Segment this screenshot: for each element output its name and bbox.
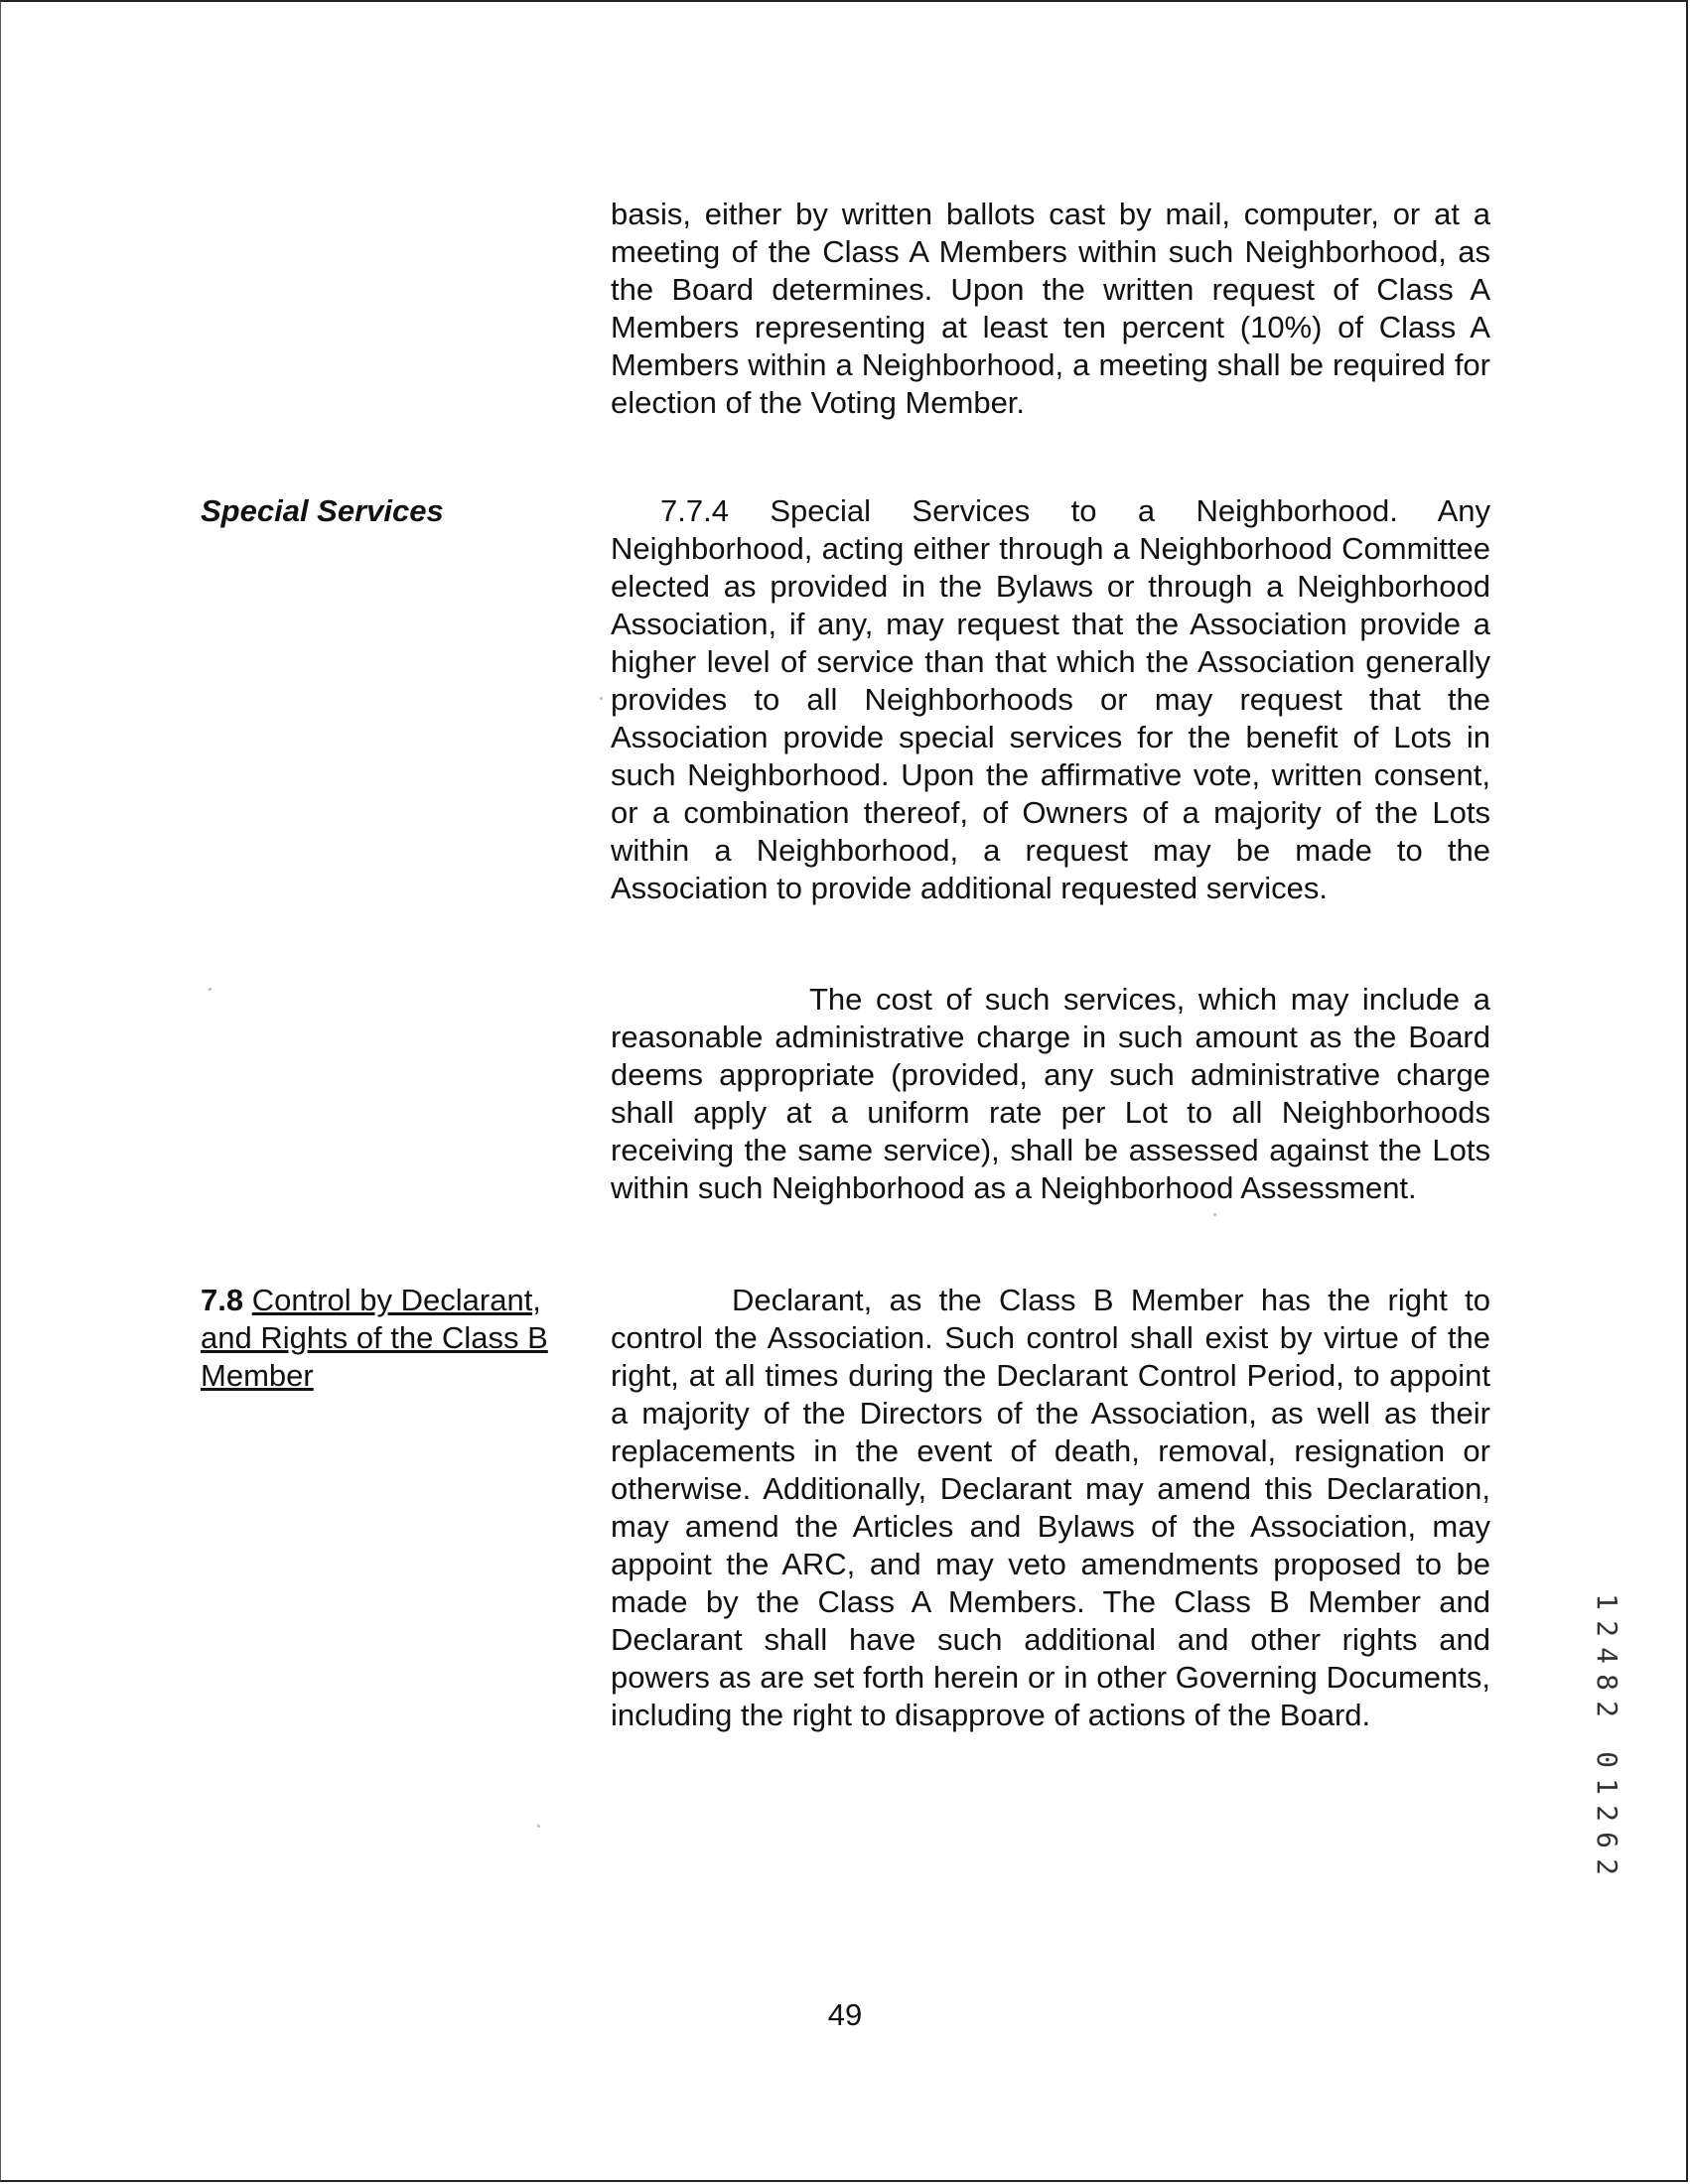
scan-speck (600, 697, 603, 700)
stamp-digit: 8 (1590, 1674, 1623, 1691)
stamp-digit: 1 (1590, 1593, 1623, 1610)
stamp-digit: 2 (1590, 1620, 1623, 1637)
stamp-digit: 2 (1590, 1858, 1623, 1875)
section-title: Control by Declarant, and Rights of the Class B Member (201, 1283, 548, 1393)
scan-speck (209, 988, 211, 991)
scan-speck (537, 1825, 540, 1828)
special-services-cost-paragraph: The cost of such services, which may include a reasonable administrative charge in such amount as the Board deems appropriate (provided, any such administrative charge shall apply at a uniform rate per Lot to all Neighborhoods receiving the same service), shall be assessed against the Lots within such Neighborhood as a Neighborhood Assessment. (611, 982, 1490, 1205)
stamp-digit: 2 (1590, 1805, 1623, 1822)
section-7-7-4-paragraph: 7.7.4 Special Services to a Neighborhood. Any Neighborhood, acting either through a Neighborhood Committee elected as provided in the Bylaws or through a Neighborhood Association, if any, may request that the Association provide a higher level of service than that which the Association generally provides to all Neighborhoods or may request that the Association provide special services for the benefit of Lots in such Neighborhood. Upon the affirmative vote, written consent, or a combination thereof, of Owners of a majority of the Lots within a Neighborhood, a request may be made to the Association to provide additional requested services. (611, 493, 1490, 905)
side-heading-section-7-8 (201, 1282, 593, 1395)
continuation-paragraph: basis, either by written ballots cast by mail, computer, or at a meeting of the Class A Members within such Neighborhood, as the Board determines. Upon the written request of Class A Members representing at least ten percent (10%) of Class A Members within a Neighborhood, a meeting shall be required for election of the Voting Member. (611, 197, 1490, 420)
page-number: 49 (827, 1997, 863, 2032)
scan-speck (1213, 1213, 1216, 1216)
stamp-digit: 2 (1590, 1701, 1623, 1717)
section-7-8-paragraph: Declarant, as the Class B Member has the right to control the Association. Such control shall exist by virtue of the right, at all times during the Declarant Control Period, to appoint a majority of the Directors of the Association, as well as their replacements in the event of death, removal, resignation or otherwise. Additionally, Declarant may amend this Declaration, may amend the Articles and Bylaws of the Association, may appoint the ARC, and may veto amendments proposed to be made by the Class A Members. The Class B Member and Declarant shall have such additional and other rights and powers as are set forth herein or in other Governing Documents, including the right to disapprove of actions of the Board. (611, 1283, 1490, 1732)
stamp-digit: 0 (1590, 1751, 1623, 1768)
section-number: 7.8 (201, 1283, 244, 1317)
side-heading-special-services: Special Services (201, 493, 444, 528)
recording-stamp-book (1590, 1588, 1623, 1722)
stamp-digit: 4 (1590, 1647, 1623, 1664)
recording-stamp-page (1590, 1746, 1623, 1880)
stamp-digit: 1 (1590, 1778, 1623, 1795)
recording-stamp (1587, 1588, 1626, 1880)
stamp-digit: 6 (1590, 1832, 1623, 1848)
